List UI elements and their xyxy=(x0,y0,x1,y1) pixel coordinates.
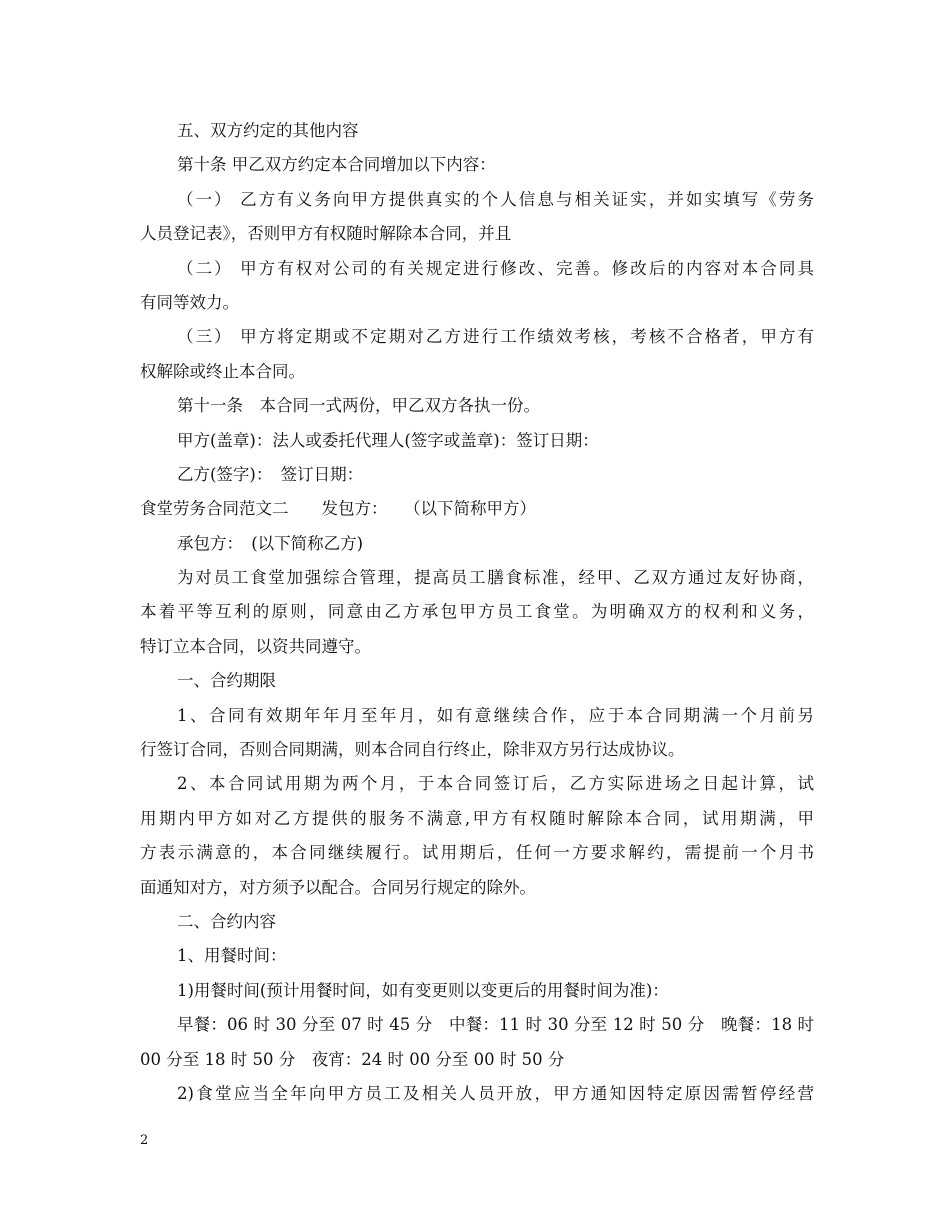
text-line: 人员登记表》，否则甲方有权随时解除本合同，并且 xyxy=(140,224,512,244)
text-line: 2)食堂应当全年向甲方员工及相关人员开放，甲方通知因特定原因需暂停经营 xyxy=(177,1083,814,1103)
text-line: 食堂劳务合同范文二 发包方： （以下简称甲方） xyxy=(140,499,536,519)
text-line: 1、用餐时间： xyxy=(177,946,287,966)
text-line: 本着平等互利的原则，同意由乙方承包甲方员工食堂。为明确双方的权利和义务， xyxy=(140,602,814,622)
text-line: 特订立本合同，以资共同遵守。 xyxy=(140,636,371,656)
text-line: 用期内甲方如对乙方提供的服务不满意,甲方有权随时解除本合同，试用期满，甲 xyxy=(140,808,814,828)
document-body xyxy=(140,114,814,1111)
text-line: 五、双方约定的其他内容 xyxy=(177,121,359,140)
text-line: 为对员工食堂加强综合管理，提高员工膳食标准，经甲、乙双方通过友好协商， xyxy=(177,568,814,588)
text-line: 第十条 甲乙双方约定本合同增加以下内容： xyxy=(177,155,496,175)
text-line: 承包方： (以下简称乙方) xyxy=(177,533,364,553)
text-line: 1、合同有效期年年月至年月，如有意继续合作，应于本合同期满一个月前另 xyxy=(177,705,814,725)
text-line: 行签订合同，否则合同期满，则本合同自行终止，除非双方另行达成协议。 xyxy=(140,740,685,760)
text-line: （三） 甲方将定期或不定期对乙方进行工作绩效考核，考核不合格者，甲方有 xyxy=(177,327,814,347)
text-line: 1)用餐时间(预计用餐时间，如有变更则以变更后的用餐时间为准)： xyxy=(177,980,669,1000)
text-line: （二） 甲方有权对公司的有关规定进行修改、完善。修改后的内容对本合同具 xyxy=(177,258,814,278)
text-line: 方表示满意的，本合同继续履行。试用期后，任何一方要求解约，需提前一个月书 xyxy=(140,843,814,863)
text-line: 乙方(签字)： 签订日期： xyxy=(177,464,364,484)
text-line: 2、本合同试用期为两个月，于本合同签订后，乙方实际进场之日起计算，试 xyxy=(177,774,814,794)
text-line: 有同等效力。 xyxy=(140,292,239,312)
text-line: 一、合约期限 xyxy=(177,671,276,691)
text-line: 甲方(盖章)：法人或委托代理人(签字或盖章)：签订日期： xyxy=(177,430,599,450)
text-line: 二、合约内容 xyxy=(177,911,276,931)
text-line: 面通知对方，对方须予以配合。合同另行规定的除外。 xyxy=(140,877,536,897)
text-line: 第十一条 本合同一式两份，甲乙双方各执一份。 xyxy=(177,396,540,416)
text-line: 早餐：06 时 30 分至 07 时 45 分 中餐：11 时 30 分至 12 时 50 分 晚餐：18 时 xyxy=(177,1015,814,1035)
text-line: （一） 乙方有义务向甲方提供真实的个人信息与相关证实，并如实填写《劳务 xyxy=(177,189,814,209)
text-line: 00 分至 18 时 50 分 夜宵：24 时 00 分至 00 时 50 分 xyxy=(140,1049,565,1069)
text-line: 权解除或终止本合同。 xyxy=(140,361,305,381)
page-number: 2 xyxy=(140,1133,149,1148)
